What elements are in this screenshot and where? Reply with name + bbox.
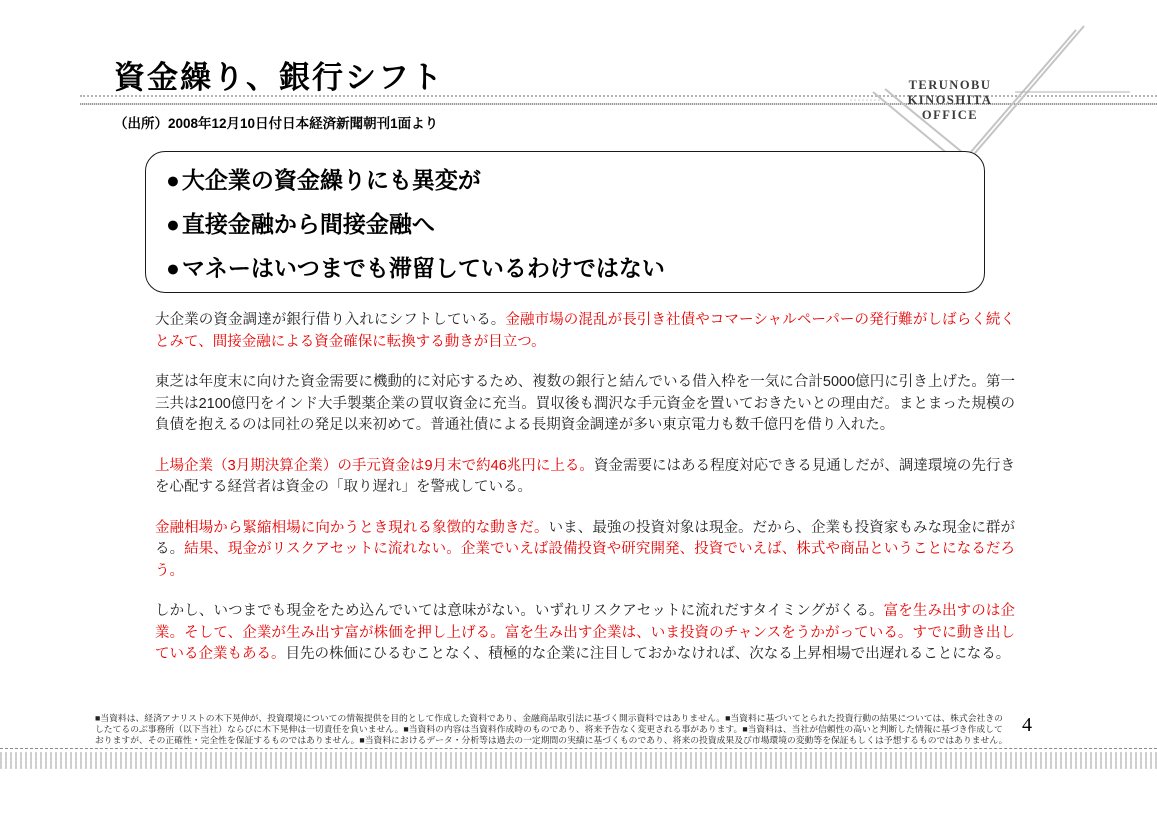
text-segment-red: 富を生み出すのは企業。そして、企業が生み出す富が株価を押し上げる。富を生み出す企業は、いま投資のチャンスをうかがっている。すでに動き出している企業もある。 — [155, 603, 1016, 662]
body-text — [155, 310, 1015, 685]
logo-line-1: TERUNOBU — [908, 78, 992, 92]
key-point-3-label: マネーはいつまでも滞留しているわけではない — [181, 255, 665, 281]
key-point-2 — [166, 209, 974, 239]
bullet-icon: ● — [166, 167, 180, 193]
body-paragraph — [155, 456, 1015, 499]
key-point-2-label: 直接金融から間接金融へ — [181, 211, 435, 237]
page-title: 資金繰り、銀行シフト — [114, 60, 444, 95]
text-segment-black: 資金需要にはある程度対応できる見通しだが、調達環境の先行きを心配する経営者は資金の「取り遅れ」を警戒している。 — [155, 457, 1015, 495]
text-segment-black: 東芝は年度末に向けた資金需要に機動的に対応するため、複数の銀行と結んでいる借入枠を一気に合計5000億円に引き上げた。第一三共は2100億円をインド大手製薬企業の買収資金に充当。買収後も潤沢な手元資金を置いておきたいとの理由だ。まとまった規模の負債を抱えるのは同社の発足以来初めて。普通社債による長期資金調達が多い東京電力も数千億円を借り入れた。 — [155, 374, 1015, 433]
text-segment-red: 上場企業（3月期決算企業）の手元資金は9月末で約46兆円に上る。 — [155, 457, 594, 474]
key-point-1-label: 大企業の資金繰りにも異変が — [181, 167, 481, 193]
body-paragraph — [155, 310, 1015, 353]
text-segment-black: しかし、いつまでも現金をため込んでいては意味がない。いずれリスクアセットに流れだすタイミングがくる。 — [155, 603, 884, 619]
source-citation: （出所）2008年12月10日付日本経済新聞朝刊1面より — [114, 116, 439, 131]
text-segment-black: いま、最強の投資対象は現金。だから、企業も投資家もみな現金に群がる。 — [155, 519, 1015, 557]
body-paragraph — [155, 372, 1015, 437]
page-number: 4 — [1022, 714, 1032, 736]
body-paragraph — [155, 601, 1015, 666]
key-point-1 — [166, 165, 974, 195]
disclaimer-line-1: ■当資料は、経済アナリストの木下晃伸が、投資環境についての情報提供を目的として作成した資料であり、金融商品取引法に基づく開示資料ではありません。■当資料に基づいてとられた投資行動の結果については、株式会社きの — [95, 713, 1003, 723]
text-segment-black: 大企業の資金調達が銀行借り入れにシフトしている。 — [155, 312, 506, 328]
bottom-hatch-band — [0, 752, 1157, 769]
logo-line-3: OFFICE — [921, 108, 979, 122]
bullet-icon: ● — [166, 211, 180, 237]
text-segment-red: 結果、現金がリスクアセットに流れない。企業でいえば設備投資や研究開発、投資でいえば、株式や商品ということになるだろう。 — [155, 541, 1015, 579]
text-segment-red: 金融市場の混乱が長引き社債やコマーシャルペーパーの発行難がしばらく続くとみて、間接金融による資金確保に転換する動きが目立つ。 — [155, 312, 1015, 350]
bullet-icon: ● — [166, 255, 180, 281]
key-point-3 — [166, 253, 974, 283]
logo-line-2: KINOSHITA — [907, 93, 993, 107]
disclaimer-note — [95, 713, 1015, 746]
text-segment-red: 金融相場から緊縮相場に向かうとき現れる象徴的な動きだ。 — [155, 519, 549, 536]
disclaimer-line-3: おりますが、その正確性・完全性を保証するものではありません。■当資料におけるデータ・分析等は過去の一定期間の実績に基づくものであり、将来の投資成果及び市場環境の変動等を保証もしくは予想するものではありません。 — [95, 735, 1008, 745]
office-logo-text — [880, 78, 1020, 123]
body-paragraph — [155, 518, 1015, 583]
key-points-box — [145, 151, 985, 293]
disclaimer-line-2: したてるのぶ事務所（以下当社）ならびに木下晃伸は一切責任を負いません。■当資料の内容は当資料作成時のものであり、将来予告なく変更される事があります。■当資料は、当社が信頼性の高いと判断した情報に基づき作成して — [95, 724, 1003, 734]
footer-divider — [0, 748, 1157, 749]
text-segment-black: 目先の株価にひるむことなく、積極的な企業に注目しておかなければ、次なる上昇相場で出遅れることになる。 — [285, 646, 1011, 662]
